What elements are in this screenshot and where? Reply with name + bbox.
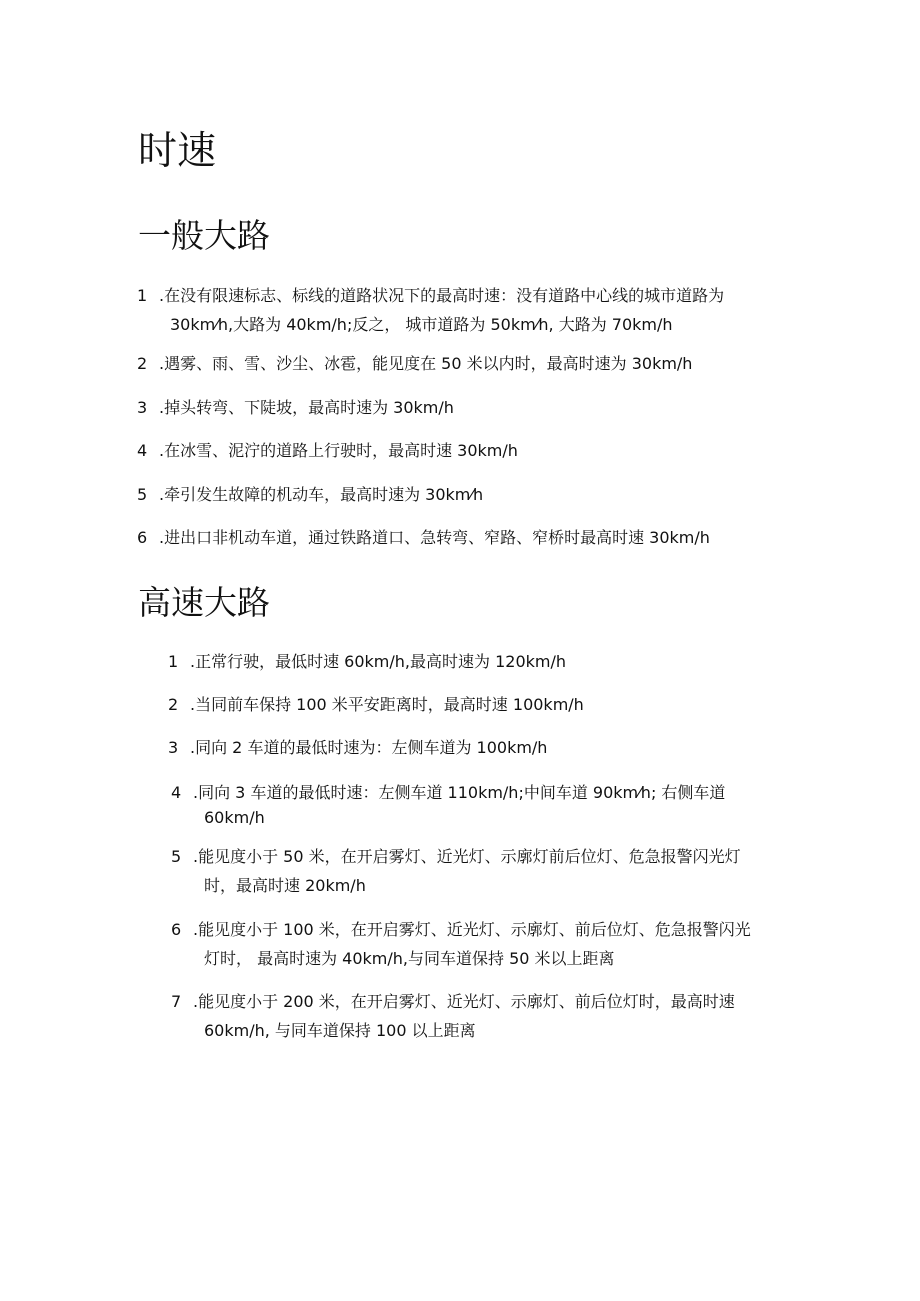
section-heading-general-road: 一般大路 bbox=[138, 216, 270, 255]
item-text-continued: 灯时， 最高时速为 40km/h,与同车道保持 50 米以上距离 bbox=[204, 949, 615, 968]
item-number: 1 bbox=[137, 286, 148, 305]
item-text: .能见度小于 100 米，在开启雾灯、近光灯、示廓灯、前后位灯、危急报警闪光 bbox=[193, 920, 751, 939]
item-number: 6 bbox=[171, 920, 182, 939]
list-item bbox=[168, 733, 547, 762]
item-text: .能见度小于 200 米，在开启雾灯、近光灯、示廓灯、前后位灯时，最高时速 bbox=[193, 992, 735, 1011]
section-heading-highway: 高速大路 bbox=[138, 583, 270, 622]
item-number: 4 bbox=[137, 441, 148, 460]
item-number: 7 bbox=[171, 992, 182, 1011]
list-item bbox=[168, 690, 584, 719]
list-item bbox=[171, 915, 751, 973]
list-item bbox=[137, 349, 692, 378]
item-text: .同向 2 车道的最低时速为：左侧车道为 100km/h bbox=[190, 738, 548, 757]
item-number: 6 bbox=[137, 528, 148, 547]
item-text: .在没有限速标志、标线的道路状况下的最高时速：没有道路中心线的城市道路为 bbox=[159, 286, 725, 305]
item-text: .能见度小于 50 米，在开启雾灯、近光灯、示廓灯前后位灯、危急报警闪光灯 bbox=[193, 847, 741, 866]
item-text: .进出口非机动车道，通过铁路道口、急转弯、窄路、窄桥时最高时速 30km/h bbox=[159, 528, 710, 547]
item-number: 3 bbox=[137, 398, 148, 417]
item-number: 3 bbox=[168, 738, 179, 757]
list-item bbox=[171, 987, 735, 1045]
item-number: 4 bbox=[171, 783, 182, 802]
item-text: .正常行驶，最低时速 60km/h,最高时速为 120km/h bbox=[190, 652, 567, 671]
list-item bbox=[171, 842, 741, 900]
item-text: .同向 3 车道的最低时速：左侧车道 110km/h;中间车道 90km⁄h; 右侧车道 bbox=[193, 783, 726, 802]
item-text: .牵引发生故障的机动车，最高时速为 30km⁄h bbox=[159, 485, 484, 504]
list-item bbox=[137, 436, 518, 465]
list-item bbox=[171, 778, 725, 832]
item-number: 2 bbox=[137, 354, 148, 373]
item-text-continued: 60km/h bbox=[204, 808, 265, 827]
item-text: .当同前车保持 100 米平安距离时，最高时速 100km/h bbox=[190, 695, 584, 714]
item-text: .掉头转弯、下陡坡，最高时速为 30km/h bbox=[159, 398, 454, 417]
item-number: 5 bbox=[137, 485, 148, 504]
item-number: 1 bbox=[168, 652, 179, 671]
item-text: .在冰雪、泥泞的道路上行驶时，最高时速 30km/h bbox=[159, 441, 518, 460]
list-item bbox=[137, 281, 724, 339]
item-text-continued: 60km/h, 与同车道保持 100 以上距离 bbox=[204, 1021, 476, 1040]
item-number: 5 bbox=[171, 847, 182, 866]
item-text-continued: 30km⁄h,大路为 40km/h;反之， 城市道路为 50km⁄h, 大路为 70km/h bbox=[170, 315, 673, 334]
page-title: 时速 bbox=[138, 129, 217, 174]
list-item bbox=[137, 393, 454, 422]
list-item bbox=[137, 480, 483, 509]
list-item bbox=[137, 523, 710, 552]
item-text: .遇雾、雨、雪、沙尘、冰雹，能见度在 50 米以内时，最高时速为 30km/h bbox=[159, 354, 693, 373]
item-number: 2 bbox=[168, 695, 179, 714]
item-text-continued: 时，最高时速 20km/h bbox=[204, 876, 366, 895]
list-item bbox=[168, 647, 566, 676]
